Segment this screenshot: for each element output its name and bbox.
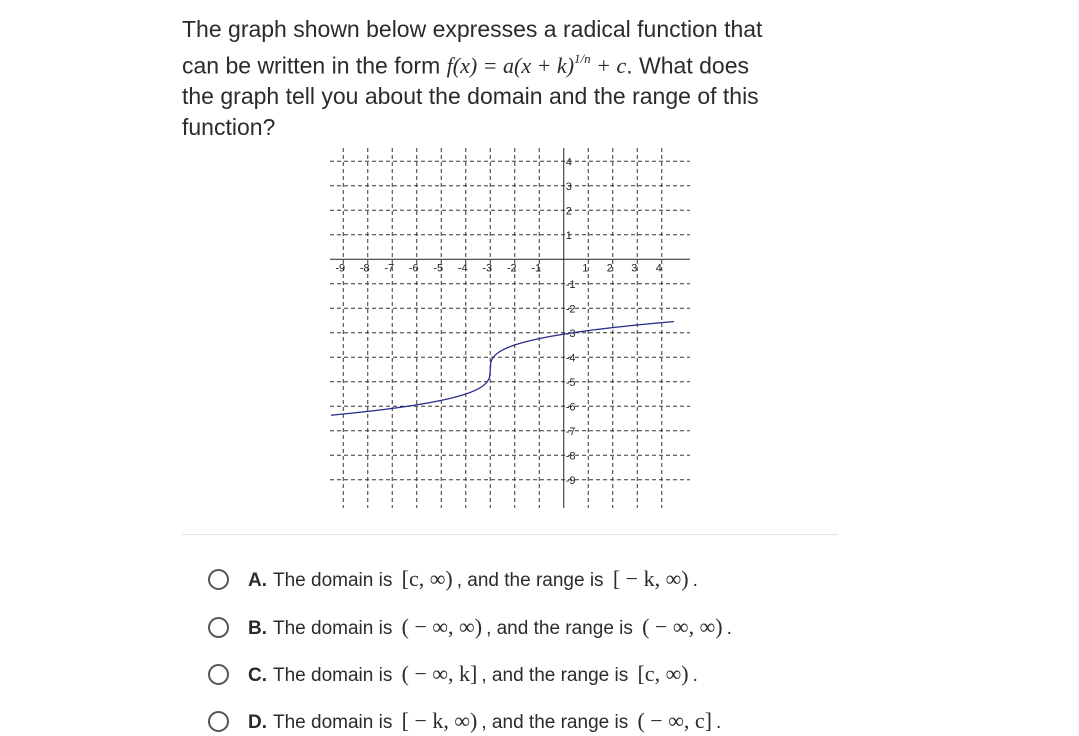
divider [182,534,838,535]
y-tick-label: -9 [565,474,576,487]
option-b-domain: ( − ∞, ∞) [401,614,483,639]
question-line-2-suffix: . What does [626,52,750,79]
radical-function-graph [330,148,690,508]
option-d-domain: [ − k, ∞) [401,708,478,733]
option-c-letter: C. [248,665,267,686]
x-tick-label: -1 [531,262,542,275]
y-tick-label: 3 [565,180,572,193]
formula-exponent: 1/n [574,51,591,66]
question-line-4: function? [182,114,276,141]
option-d-text-2: , and the range is [481,712,629,733]
function-formula: $f(x) = a(x + k)^{1/n} + c$ [446,51,627,79]
option-a-radio[interactable] [208,569,229,590]
y-tick-label: 2 [565,205,572,218]
x-tick-label: 3 [631,262,638,275]
x-tick-label: -9 [335,262,346,275]
x-tick-label: -8 [359,262,370,275]
y-tick-label: -6 [565,401,576,414]
option-b[interactable]: B. The domain is ( − ∞, ∞) , and the range is ( − ∞, ∞) . [208,612,732,642]
option-b-letter: B. [248,618,267,639]
option-b-range: ( − ∞, ∞) [642,614,723,639]
option-b-text-1: The domain is [273,618,393,639]
option-a-text-2: , and the range is [456,570,604,591]
option-c-domain: ( − ∞, k] [401,661,478,686]
option-c-text-2: , and the range is [481,665,629,686]
question-line-1: The graph shown below expresses a radical function that [182,16,763,42]
y-tick-label: 4 [565,156,572,169]
option-d-letter: D. [248,712,267,733]
x-tick-label: 2 [606,262,613,275]
question-line-3: the graph tell you about the domain and the range of this [182,83,759,110]
x-tick-label: -3 [482,262,493,275]
option-d[interactable]: D. The domain is [ − k, ∞) , and the range is ( − ∞, c] . [208,706,721,736]
option-c-range: [c, ∞) [637,661,689,686]
y-tick-label: -8 [565,450,576,463]
option-a-letter: A. [248,570,267,591]
y-tick-label: -2 [565,303,576,316]
option-a-text-1: The domain is [273,570,393,591]
y-tick-label: -5 [565,376,576,389]
y-tick-label: -3 [565,327,576,340]
x-tick-label: -5 [433,262,444,275]
option-a-range: [ − k, ∞) [612,566,689,591]
x-tick-label: -7 [384,262,395,275]
option-d-radio[interactable] [208,711,229,732]
option-c[interactable]: C. The domain is ( − ∞, k] , and the range is [c, ∞) . [208,659,698,689]
y-tick-label: 1 [565,229,572,242]
option-a-domain: [c, ∞) [401,566,453,591]
option-b-radio[interactable] [208,617,229,638]
option-c-radio[interactable] [208,664,229,685]
option-a[interactable]: A. The domain is [c, ∞) , and the range is [ − k, ∞) . [208,564,698,594]
question-line-2 [182,45,842,81]
x-tick-label: -2 [506,262,517,275]
x-tick-label: -4 [457,262,468,275]
x-tick-label: 1 [582,262,589,275]
option-d-range: ( − ∞, c] [637,708,712,733]
option-b-text-2: , and the range is [486,618,633,639]
question-text [182,14,842,143]
y-tick-label: -1 [565,278,576,291]
option-d-text-1: The domain is [273,712,393,733]
option-c-text-1: The domain is [273,665,393,686]
x-tick-label: -6 [408,262,419,275]
x-tick-label: 4 [655,262,662,275]
y-tick-label: -7 [565,425,576,438]
function-curve [331,322,674,416]
question-line-2-prefix: can be written in the form [182,52,441,79]
y-tick-label: -4 [565,352,576,365]
